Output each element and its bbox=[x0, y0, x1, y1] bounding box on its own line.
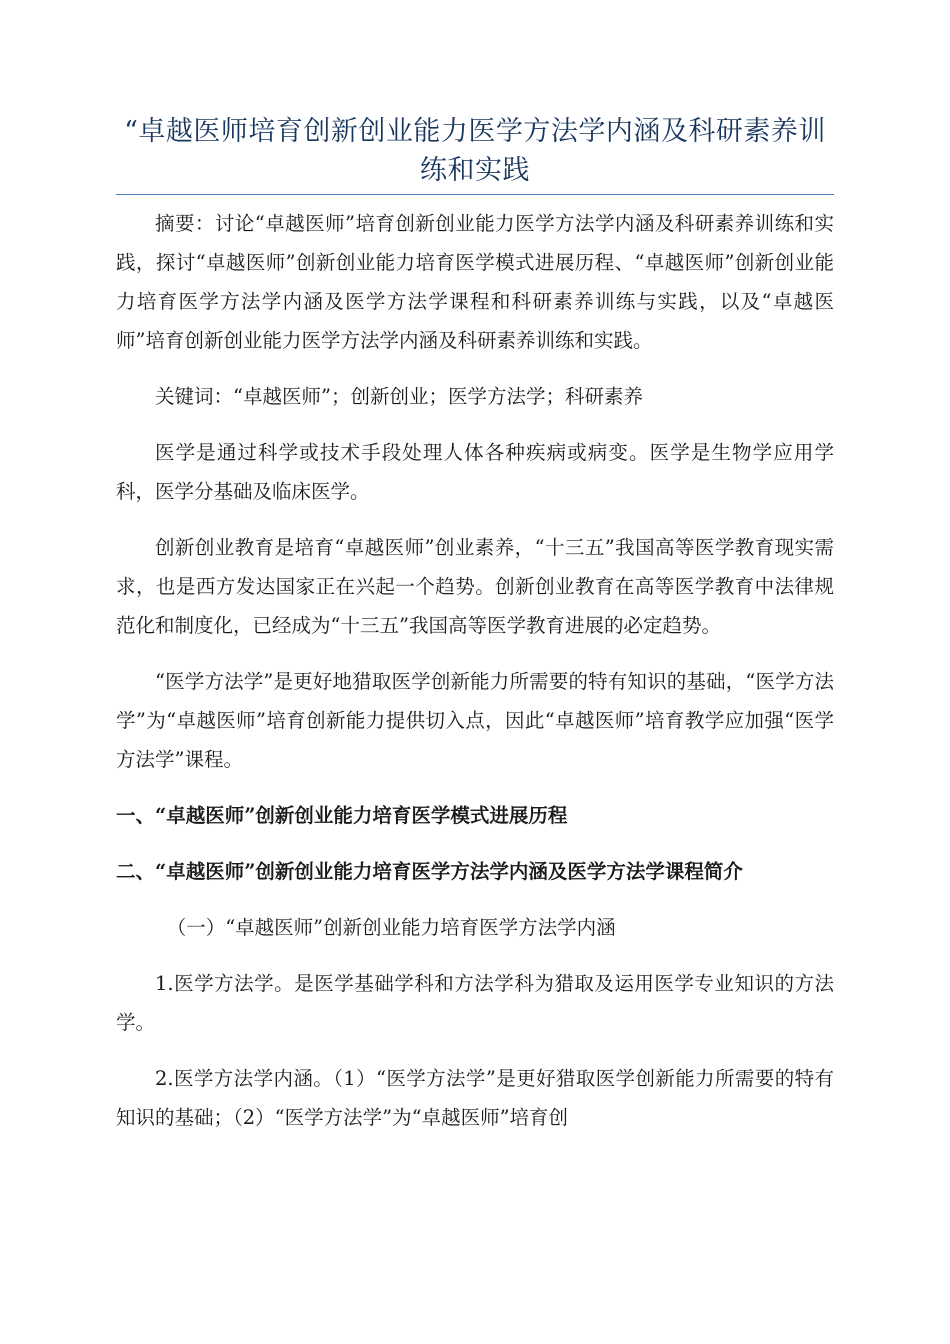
body-paragraph-2: 创新创业教育是培育“卓越医师”创业素养，“十三五”我国高等医学教育现实需求，也是西方发达国家正在兴起一个趋势。创新创业教育在高等医学教育中法律规范化和制度化，已经成为“十三五”我国高等医学教育进展的必定趋势。 bbox=[116, 536, 834, 637]
section-heading-1: 一、“卓越医师”创新创业能力培育医学模式进展历程 bbox=[116, 804, 568, 827]
section-heading-2: 二、“卓越医师”创新创业能力培育医学方法学内涵及医学方法学课程简介 bbox=[116, 860, 743, 883]
subsection-heading-1: （一）“卓越医师”创新创业能力培育医学方法学内涵 bbox=[166, 916, 616, 939]
document-title: “卓越医师培育创新创业能力医学方法学内涵及科研素养训练和实践 bbox=[124, 116, 826, 186]
list-item-1: 1.医学方法学。是医学基础学科和方法学科为猎取及运用医学专业知识的方法学。 bbox=[116, 972, 834, 1034]
title-block bbox=[116, 112, 834, 195]
abstract-paragraph: 摘要：讨论“卓越医师”培育创新创业能力医学方法学内涵及科研素养训练和实践，探讨“卓越医师”创新创业能力培育医学模式进展历程、“卓越医师”创新创业能力培育医学方法学内涵及医学方法学课程和科研素养训练与实践，以及“卓越医师”培育创新创业能力医学方法学内涵及科研素养训练和实践。 bbox=[116, 212, 834, 352]
document-body bbox=[116, 204, 834, 1154]
body-paragraph-3: “医学方法学”是更好地猎取医学创新能力所需要的特有知识的基础，“医学方法学”为“卓越医师”培育创新能力提供切入点，因此“卓越医师”培育教学应加强“医学方法学”课程。 bbox=[116, 670, 834, 771]
keywords-paragraph: 关键词：“卓越医师”；创新创业；医学方法学；科研素养 bbox=[155, 385, 643, 408]
list-item-2: 2.医学方法学内涵。（1）“医学方法学”是更好猎取医学创新能力所需要的特有知识的基础；（2）“医学方法学”为“卓越医师”培育创 bbox=[116, 1067, 834, 1129]
body-paragraph-1: 医学是通过科学或技术手段处理人体各种疾病或病变。医学是生物学应用学科，医学分基础及临床医学。 bbox=[116, 441, 834, 503]
